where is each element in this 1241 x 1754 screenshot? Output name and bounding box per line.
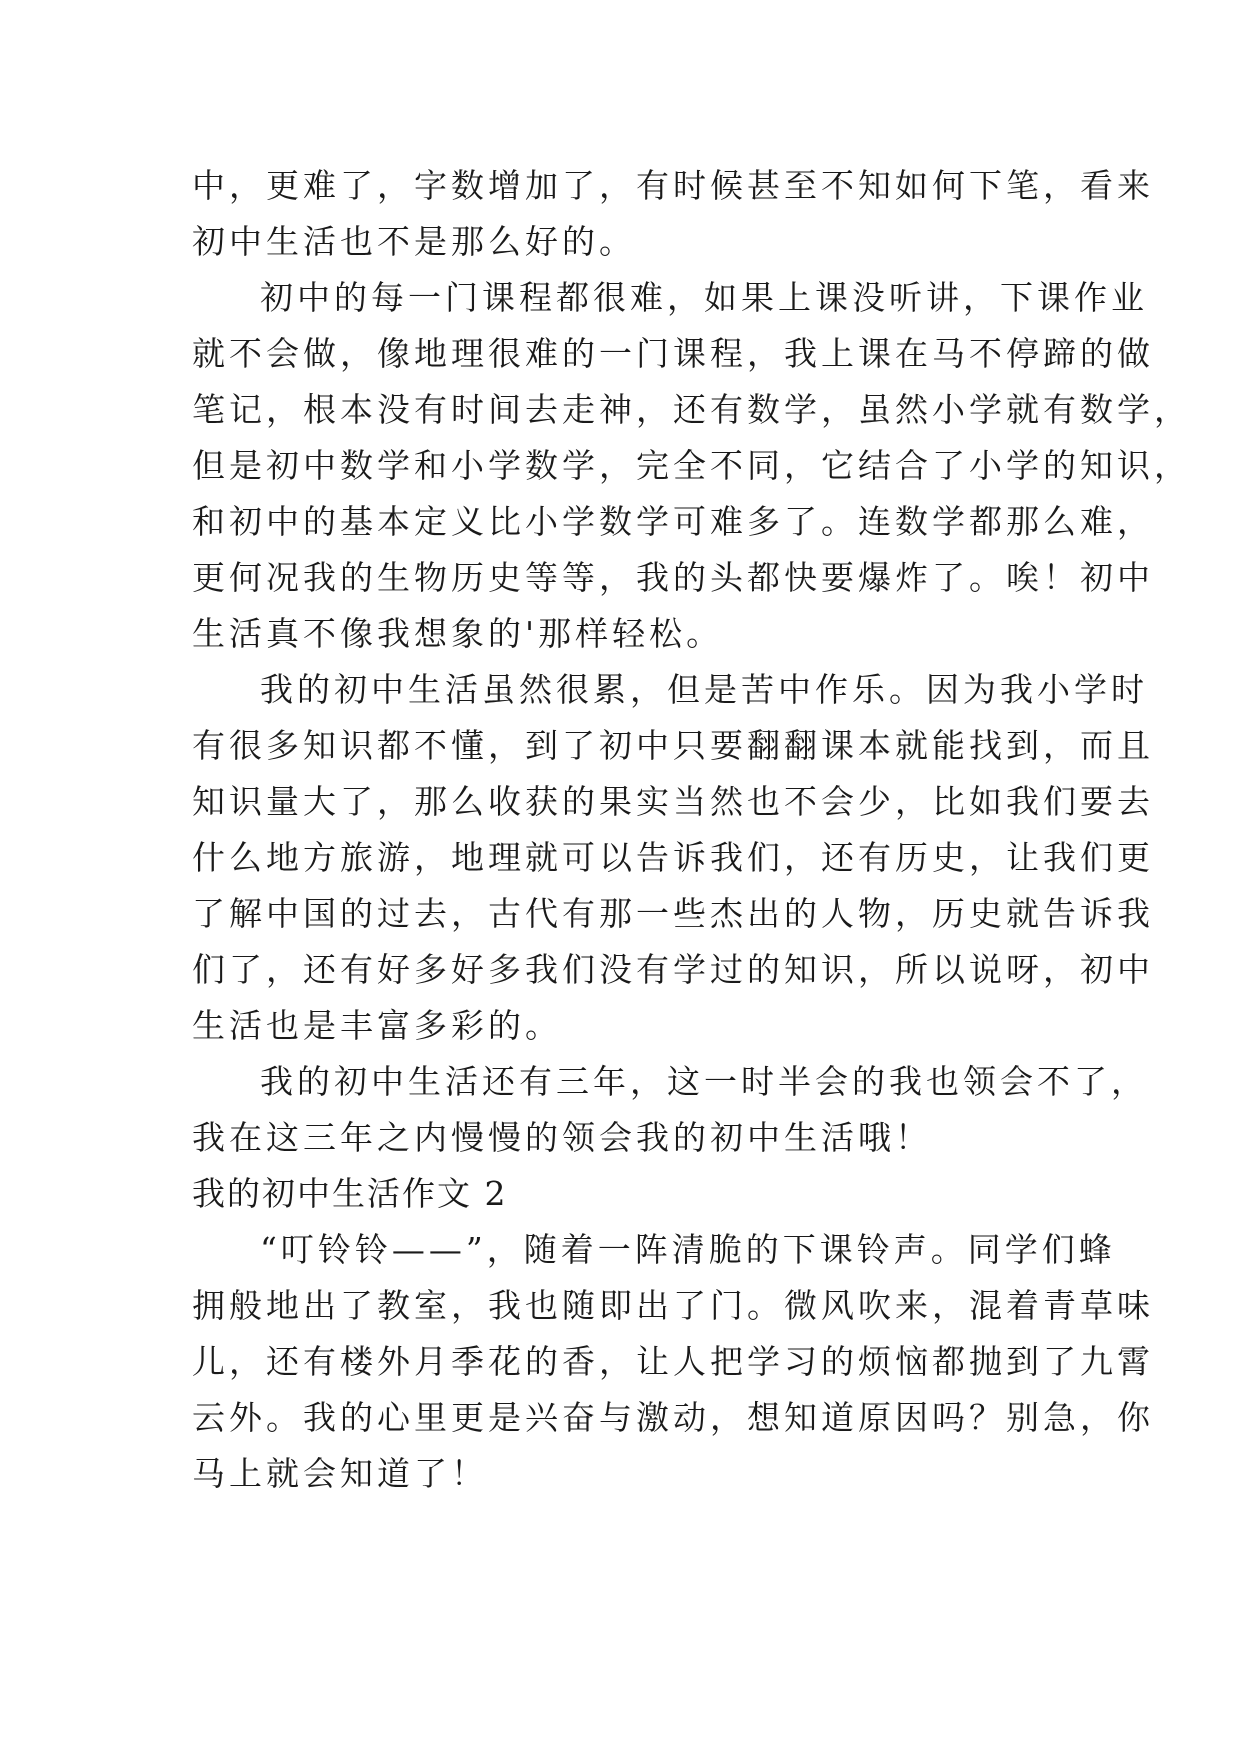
text-line: 拥般地出了教室，我也随即出了门。微风吹来，混着青草味 xyxy=(192,1286,1154,1325)
text-line: 我的初中生活虽然很累，但是苦中作乐。因为我小学时 xyxy=(260,670,1148,709)
text-line: 有很多知识都不懂，到了初中只要翻翻课本就能找到，而且 xyxy=(192,726,1154,765)
section-heading: 我的初中生活作文 2 xyxy=(192,1174,508,1213)
text-line: 更何况我的生物历史等等，我的头都快要爆炸了。唉！初中 xyxy=(192,558,1154,597)
text-line: 和初中的基本定义比小学数学可难多了。连数学都那么难， xyxy=(192,502,1154,541)
text-line: 知识量大了，那么收获的果实当然也不会少，比如我们要去 xyxy=(192,782,1154,821)
text-line: 中，更难了，字数增加了，有时候甚至不知如何下笔，看来 xyxy=(192,166,1154,205)
text-line: 了解中国的过去，古代有那一些杰出的人物，历史就告诉我 xyxy=(192,894,1154,933)
text-line: “叮铃铃——”，随着一阵清脆的下课铃声。同学们蜂 xyxy=(260,1230,1116,1269)
text-line: 马上就会知道了！ xyxy=(192,1454,488,1493)
text-line: 我在这三年之内慢慢的领会我的初中生活哦！ xyxy=(192,1118,932,1157)
text-line: 我的初中生活还有三年，这一时半会的我也领会不了， xyxy=(260,1062,1148,1101)
text-line: 云外。我的心里更是兴奋与激动，想知道原因吗？别急，你 xyxy=(192,1398,1154,1437)
text-line: 笔记，根本没有时间去走神，还有数学，虽然小学就有数学， xyxy=(192,390,1191,429)
text-line: 什么地方旅游，地理就可以告诉我们，还有历史，让我们更 xyxy=(192,838,1154,877)
text-line: 生活真不像我想象的'那样轻松。 xyxy=(192,614,724,653)
document-body xyxy=(192,158,1191,1502)
text-line: 儿，还有楼外月季花的香，让人把学习的烦恼都抛到了九霄 xyxy=(192,1342,1154,1381)
text-line: 们了，还有好多好多我们没有学过的知识，所以说呀，初中 xyxy=(192,950,1154,989)
text-line: 但是初中数学和小学数学，完全不同，它结合了小学的知识， xyxy=(192,446,1191,485)
text-line: 生活也是丰富多彩的。 xyxy=(192,1006,562,1045)
text-line: 初中的每一门课程都很难，如果上课没听讲，下课作业 xyxy=(260,278,1148,317)
text-line: 就不会做，像地理很难的一门课程，我上课在马不停蹄的做 xyxy=(192,334,1154,373)
text-line: 初中生活也不是那么好的。 xyxy=(192,222,636,261)
